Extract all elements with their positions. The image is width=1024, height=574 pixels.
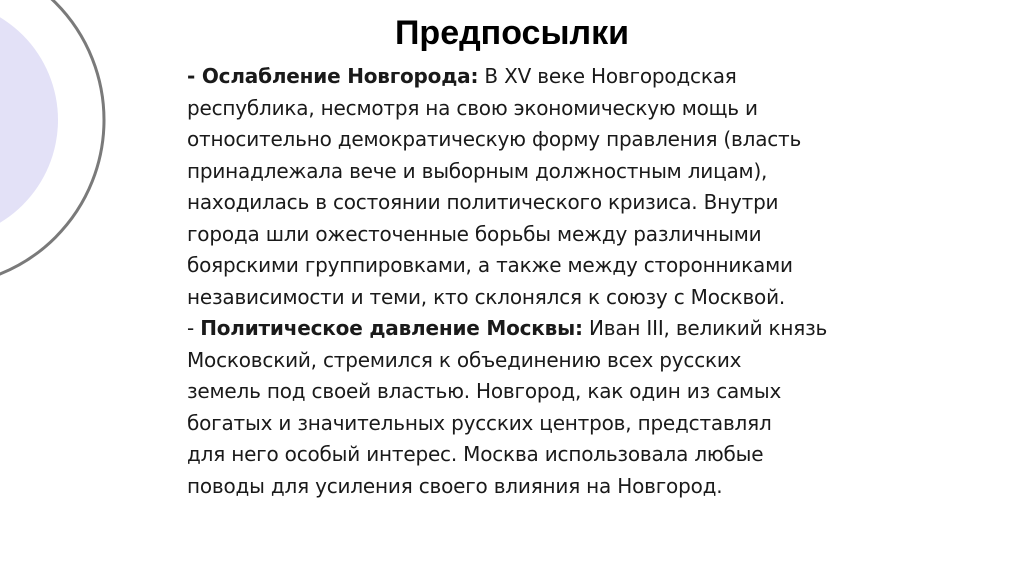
point-1-line: республика, несмотря на свою экономическую мощь и <box>187 95 758 120</box>
point-2-heading: Политическое давление Москвы: <box>200 316 583 340</box>
point-2-line: для него особый интерес. Москва использовала любые <box>187 442 764 466</box>
point-1-line: принадлежала вече и выборным должностным лицам), <box>187 158 768 183</box>
point-1-prefix: - <box>187 64 202 88</box>
point-2-line: богатых и значительных русских центров, представлял <box>187 410 772 435</box>
point-2-line: Московский, стремился к объединению всех русских <box>187 347 742 372</box>
point-1-first-line <box>187 61 987 93</box>
point-1-line: независимости и теми, кто склонялся к союзу с Москвой. <box>187 284 786 309</box>
point-2-line: земель под своей властью. Новгород, как один из самых <box>187 379 782 403</box>
point-1-line: находилась в состоянии политического кризиса. Внутри <box>187 190 779 214</box>
slide-body <box>187 61 987 502</box>
point-2-line: Иван III, великий князь <box>582 316 828 340</box>
point-2-first-line <box>187 313 987 345</box>
slide-title: Предпосылки <box>394 14 629 52</box>
point-1-line: города шли ожесточенные борьбы между различными <box>187 221 762 246</box>
point-1-heading: Ослабление Новгорода: <box>201 64 479 88</box>
point-1-line: относительно демократическую форму правления (власть <box>187 127 802 151</box>
point-1-line: боярскими группировками, а также между сторонниками <box>187 253 793 277</box>
point-2-line: поводы для усиления своего влияния на Новгород. <box>187 473 723 498</box>
point-2-prefix: - <box>187 316 201 340</box>
point-1-line: В XV веке Новгородская <box>478 64 737 88</box>
